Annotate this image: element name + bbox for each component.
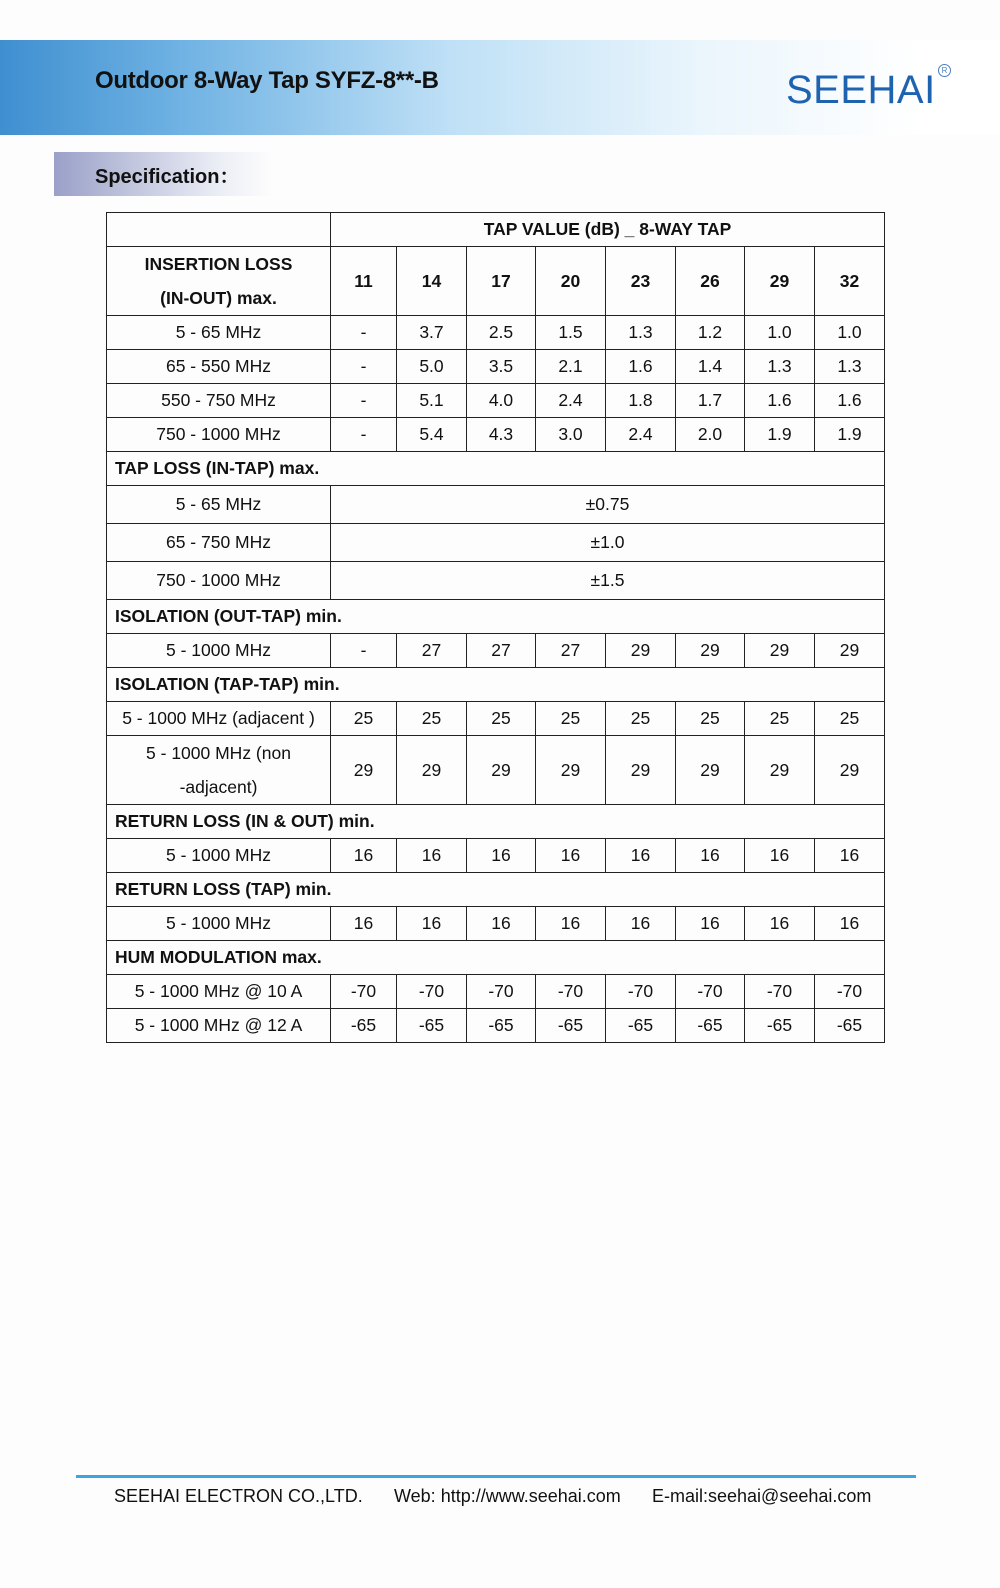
value-cell: 16: [676, 839, 745, 873]
value-cell: -65: [397, 1009, 467, 1043]
value-cell: 3.7: [397, 316, 467, 350]
value-cell: 1.3: [606, 316, 676, 350]
value-cell: -65: [467, 1009, 536, 1043]
tap-value-header: 32: [815, 247, 885, 316]
value-cell: 29: [745, 736, 815, 805]
value-cell: 2.5: [467, 316, 536, 350]
value-cell: 1.6: [815, 384, 885, 418]
section-heading: ISOLATION (OUT-TAP) min.: [107, 600, 885, 634]
row-label: 5 - 1000 MHz: [107, 907, 331, 941]
value-cell: -70: [815, 975, 885, 1009]
tap-loss-value: ±1.0: [331, 524, 885, 562]
section-heading: HUM MODULATION max.: [107, 941, 885, 975]
value-cell: 25: [606, 702, 676, 736]
value-cell: -65: [536, 1009, 606, 1043]
tap-value-header: 17: [467, 247, 536, 316]
insertion-loss-row: [107, 350, 885, 384]
value-cell: 25: [745, 702, 815, 736]
value-cell: -: [331, 418, 397, 452]
value-cell: 29: [745, 634, 815, 668]
value-cell: 25: [536, 702, 606, 736]
value-cell: -70: [536, 975, 606, 1009]
isolation-non-adjacent-row: [107, 736, 885, 805]
footer-web: Web: http://www.seehai.com: [394, 1486, 621, 1506]
return-loss-in-out-row: [107, 839, 885, 873]
value-cell: -: [331, 634, 397, 668]
value-cell: -: [331, 350, 397, 384]
value-cell: -65: [815, 1009, 885, 1043]
section-heading: ISOLATION (TAP-TAP) min.: [107, 668, 885, 702]
tap-loss-section: [107, 452, 885, 486]
value-cell: 1.9: [745, 418, 815, 452]
value-cell: 25: [815, 702, 885, 736]
value-cell: 16: [536, 907, 606, 941]
isolation-out-tap-row: [107, 634, 885, 668]
insertion-loss-row: [107, 418, 885, 452]
value-cell: 1.7: [676, 384, 745, 418]
row-label: 65 - 550 MHz: [107, 350, 331, 384]
value-cell: 29: [397, 736, 467, 805]
tap-loss-row: [107, 562, 885, 600]
hum-modulation-row: [107, 975, 885, 1009]
value-cell: -65: [331, 1009, 397, 1043]
value-cell: 2.4: [606, 418, 676, 452]
footer-company: SEEHAI ELECTRON CO.,LTD.: [114, 1486, 363, 1506]
value-cell: 29: [606, 634, 676, 668]
row-label: 5 - 1000 MHz: [107, 634, 331, 668]
value-cell: 25: [467, 702, 536, 736]
tap-value-header: 20: [536, 247, 606, 316]
value-cell: 16: [815, 839, 885, 873]
value-cell: 1.9: [815, 418, 885, 452]
value-cell: 1.0: [815, 316, 885, 350]
value-cell: 2.0: [676, 418, 745, 452]
row-label: 65 - 750 MHz: [107, 524, 331, 562]
value-cell: 29: [676, 736, 745, 805]
hum-modulation-section: [107, 941, 885, 975]
registered-mark-icon: R: [938, 64, 951, 77]
value-cell: -70: [745, 975, 815, 1009]
value-cell: 25: [397, 702, 467, 736]
tap-value-caption: TAP VALUE (dB) _ 8-WAY TAP: [331, 213, 885, 247]
value-cell: -70: [397, 975, 467, 1009]
row-label: 5 - 1000 MHz @ 10 A: [107, 975, 331, 1009]
value-cell: -70: [676, 975, 745, 1009]
footer-email: E-mail:seehai@seehai.com: [652, 1486, 872, 1506]
value-cell: -70: [467, 975, 536, 1009]
section-heading: RETURN LOSS (IN & OUT) min.: [107, 805, 885, 839]
value-cell: 27: [397, 634, 467, 668]
insertion-loss-row: [107, 316, 885, 350]
tap-value-header: 14: [397, 247, 467, 316]
value-cell: 2.1: [536, 350, 606, 384]
value-cell: 25: [676, 702, 745, 736]
value-cell: 1.6: [606, 350, 676, 384]
insertion-loss-row: [107, 384, 885, 418]
value-cell: -65: [606, 1009, 676, 1043]
return-loss-tap-section: [107, 873, 885, 907]
tap-value-header: 11: [331, 247, 397, 316]
spec-table: [106, 212, 885, 1043]
value-cell: 1.6: [745, 384, 815, 418]
value-cell: 3.5: [467, 350, 536, 384]
value-cell: 16: [331, 839, 397, 873]
section-title: Specification：: [95, 166, 240, 188]
return-loss-in-out-section: [107, 805, 885, 839]
value-cell: 16: [676, 907, 745, 941]
header-corner-cell: [107, 213, 331, 247]
value-cell: 1.2: [676, 316, 745, 350]
row-label: 5 - 65 MHz: [107, 316, 331, 350]
row-label: 750 - 1000 MHz: [107, 562, 331, 600]
insertion-loss-label: [107, 247, 331, 316]
value-cell: 25: [331, 702, 397, 736]
value-cell: -: [331, 384, 397, 418]
value-cell: 16: [815, 907, 885, 941]
value-cell: 16: [745, 907, 815, 941]
value-cell: 16: [467, 907, 536, 941]
return-loss-tap-row: [107, 907, 885, 941]
insertion-loss-line-1: INSERTION LOSS: [144, 254, 293, 274]
value-cell: 1.0: [745, 316, 815, 350]
tap-loss-value: ±0.75: [331, 486, 885, 524]
value-cell: 29: [536, 736, 606, 805]
section-heading: TAP LOSS (IN-TAP) max.: [107, 452, 885, 486]
value-cell: 1.8: [606, 384, 676, 418]
value-cell: 1.5: [536, 316, 606, 350]
insertion-loss-line-2: (IN-OUT) max.: [160, 288, 277, 308]
row-label: 5 - 1000 MHz: [107, 839, 331, 873]
value-cell: 29: [331, 736, 397, 805]
value-cell: 2.4: [536, 384, 606, 418]
tap-loss-row: [107, 486, 885, 524]
value-cell: 29: [676, 634, 745, 668]
value-cell: 16: [606, 907, 676, 941]
value-cell: -70: [331, 975, 397, 1009]
value-cell: 29: [815, 634, 885, 668]
value-cell: -65: [676, 1009, 745, 1043]
row-label: 5 - 1000 MHz (adjacent ): [107, 702, 331, 736]
page-title: Outdoor 8-Way Tap SYFZ-8**-B: [95, 67, 439, 94]
value-cell: 1.3: [815, 350, 885, 384]
value-cell: 4.3: [467, 418, 536, 452]
value-cell: 4.0: [467, 384, 536, 418]
value-cell: 16: [397, 907, 467, 941]
value-cell: 5.1: [397, 384, 467, 418]
section-heading: RETURN LOSS (TAP) min.: [107, 873, 885, 907]
row-label: 550 - 750 MHz: [107, 384, 331, 418]
row-label: 5 - 1000 MHz @ 12 A: [107, 1009, 331, 1043]
row-label: 5 - 65 MHz: [107, 486, 331, 524]
table-header-row: [107, 213, 885, 247]
value-cell: 1.3: [745, 350, 815, 384]
value-cell: 29: [815, 736, 885, 805]
tap-value-header: 29: [745, 247, 815, 316]
value-cell: 5.4: [397, 418, 467, 452]
isolation-out-tap-section: [107, 600, 885, 634]
value-cell: -70: [606, 975, 676, 1009]
value-cell: 29: [606, 736, 676, 805]
hum-modulation-row: [107, 1009, 885, 1043]
tap-value-header: 26: [676, 247, 745, 316]
value-cell: -: [331, 316, 397, 350]
value-cell: 29: [467, 736, 536, 805]
non-adjacent-line-2: -adjacent): [179, 777, 258, 797]
footer-divider: [76, 1475, 916, 1478]
non-adjacent-line-1: 5 - 1000 MHz (non: [146, 743, 291, 763]
value-cell: 27: [536, 634, 606, 668]
tap-value-row: [107, 247, 885, 316]
value-cell: 16: [536, 839, 606, 873]
value-cell: 16: [331, 907, 397, 941]
value-cell: 16: [745, 839, 815, 873]
isolation-tap-tap-section: [107, 668, 885, 702]
value-cell: 16: [467, 839, 536, 873]
value-cell: -65: [745, 1009, 815, 1043]
value-cell: 5.0: [397, 350, 467, 384]
value-cell: 3.0: [536, 418, 606, 452]
tap-loss-value: ±1.5: [331, 562, 885, 600]
tap-value-header: 23: [606, 247, 676, 316]
brand-logo: SEEHAI: [786, 68, 936, 112]
isolation-adjacent-row: [107, 702, 885, 736]
value-cell: 1.4: [676, 350, 745, 384]
value-cell: 16: [397, 839, 467, 873]
tap-loss-row: [107, 524, 885, 562]
value-cell: 27: [467, 634, 536, 668]
value-cell: 16: [606, 839, 676, 873]
row-label: [107, 736, 331, 805]
footer: [114, 1486, 894, 1507]
row-label: 750 - 1000 MHz: [107, 418, 331, 452]
